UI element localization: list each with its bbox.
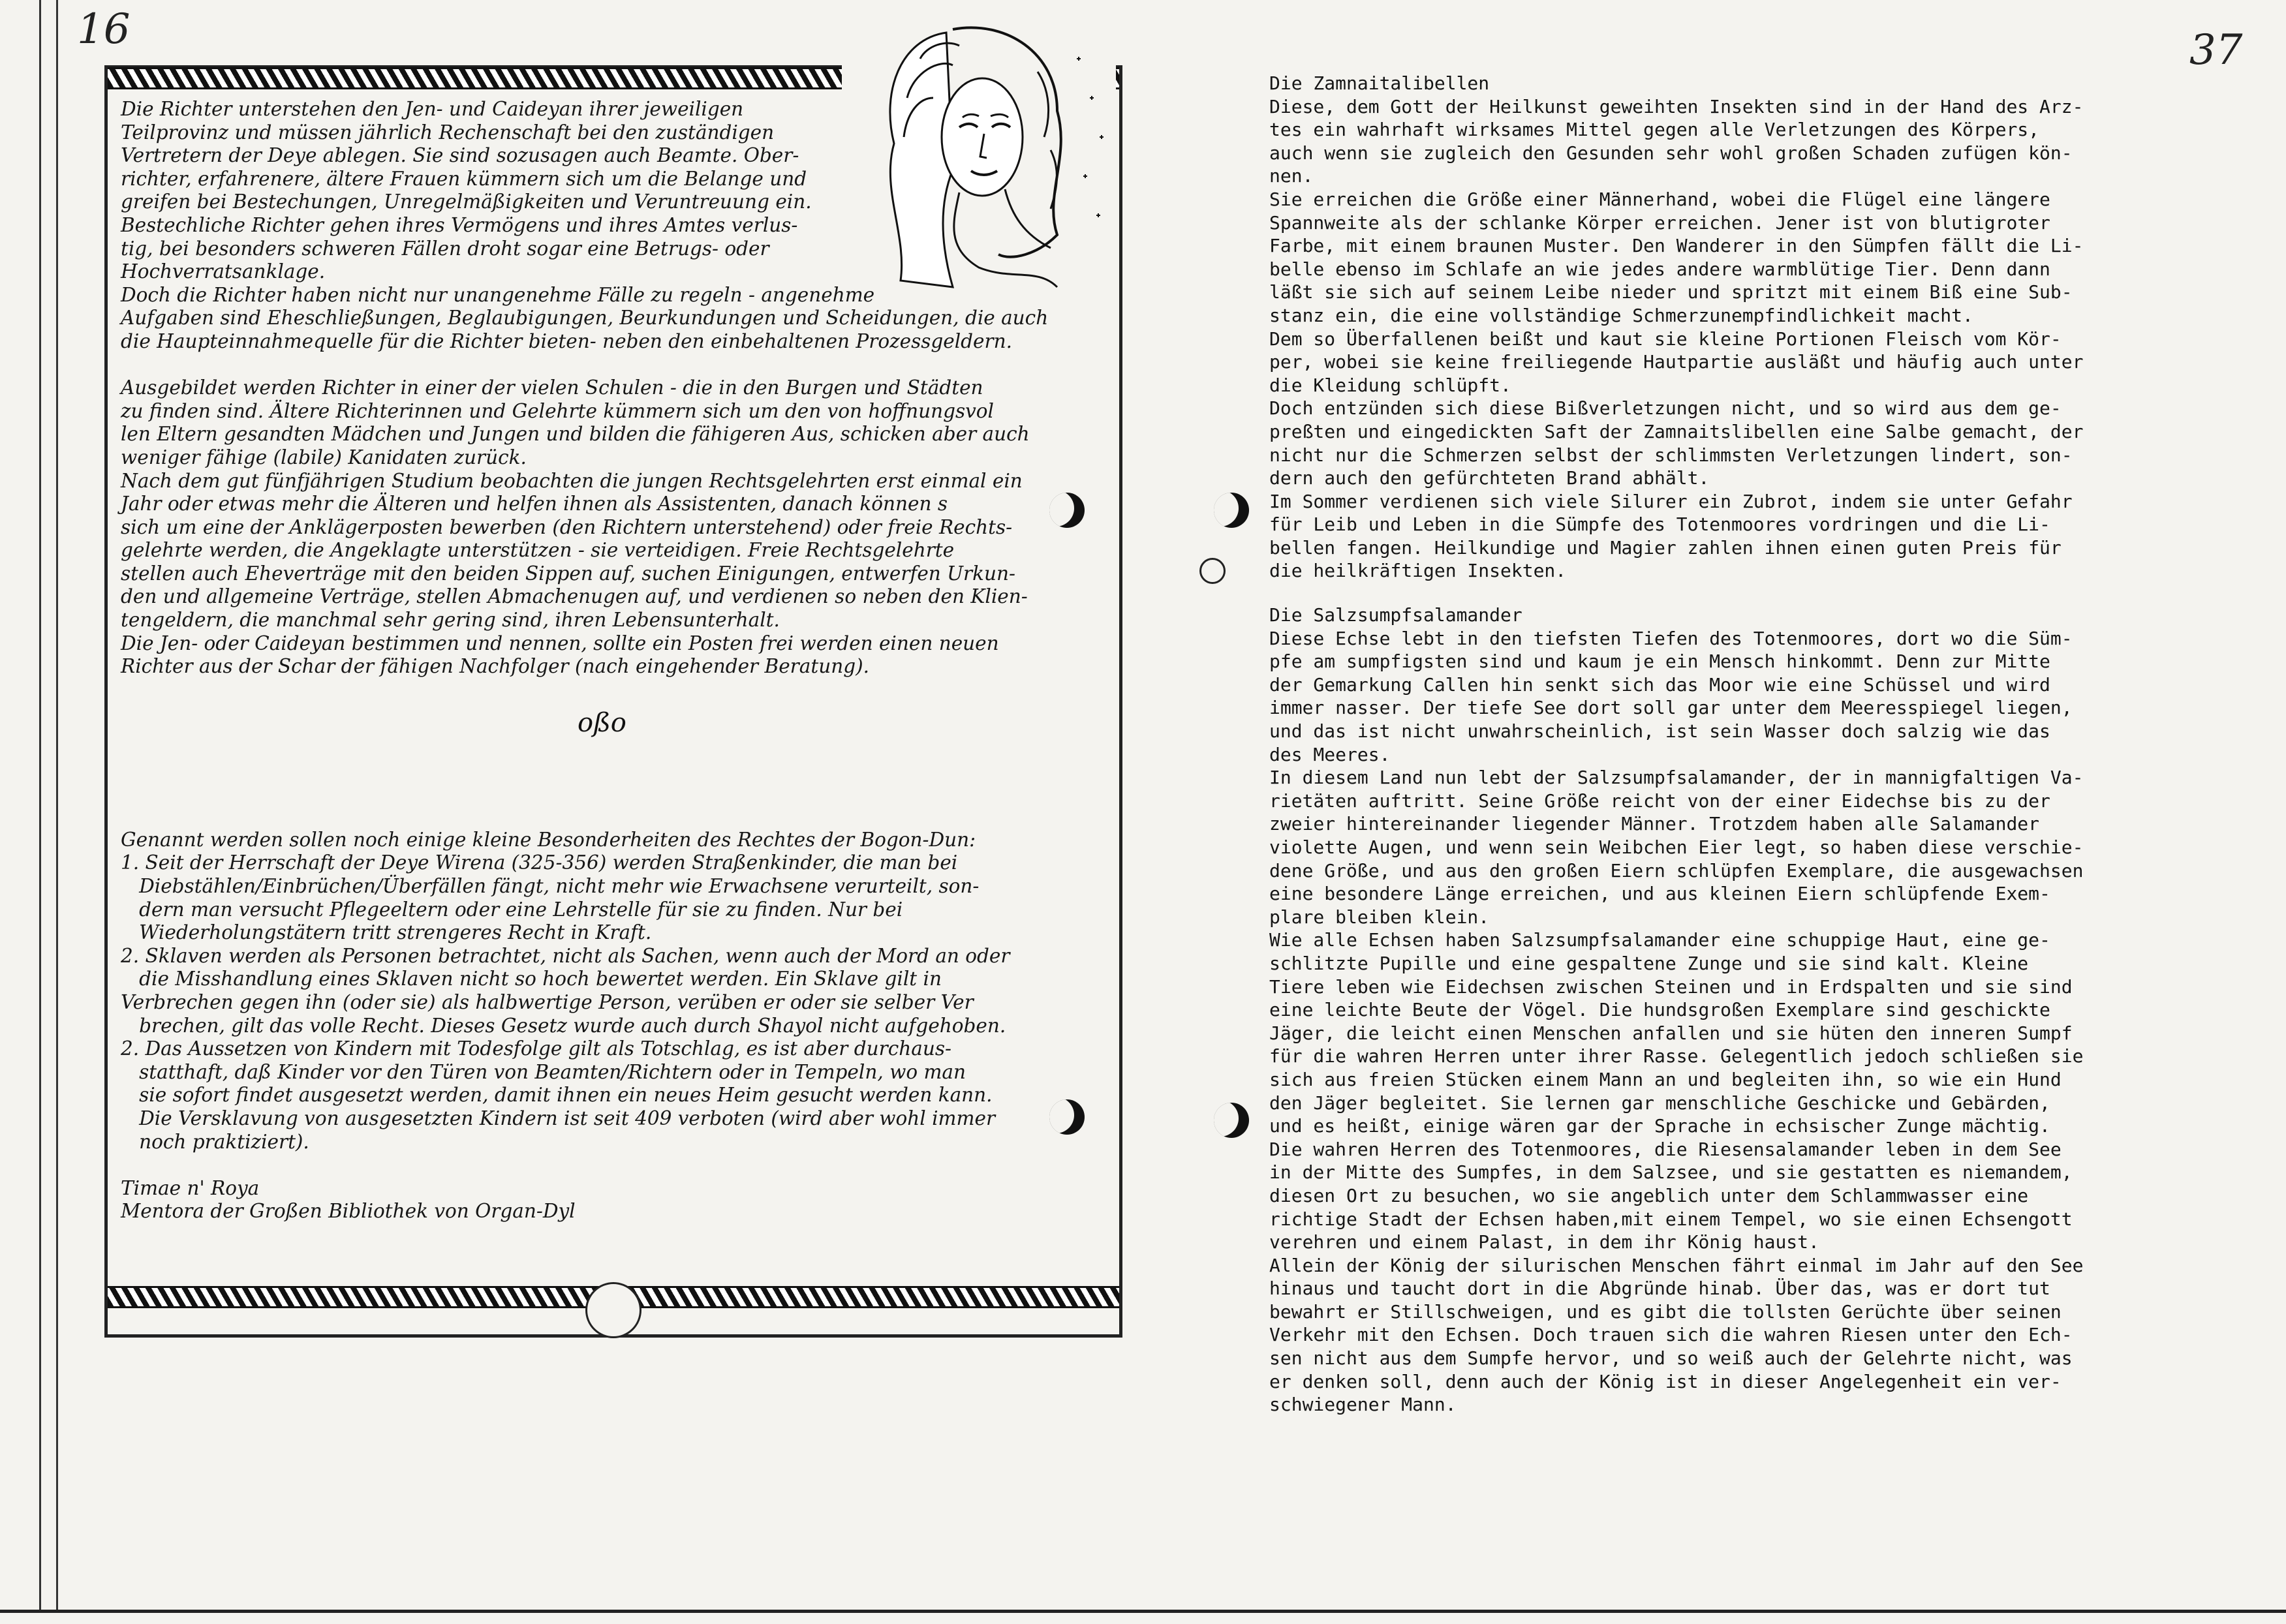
text-line: die Kleidung schlüpft.: [1269, 374, 1511, 396]
text-line: Dem so Überfallenen beißt und kaut sie kleine Portionen Fleisch vom Kör-: [1269, 328, 2062, 350]
text-line: Im Sommer verdienen sich viele Silurer ein Zubrot, indem sie unter Gefahr: [1269, 490, 2073, 512]
text-line: dern man versucht Pflegeeltern oder eine Lehrstelle für sie zu finden. Nur bei: [121, 898, 903, 921]
text-line: stellen auch Eheverträge mit den beiden Sippen auf, suchen Einigungen, entwerfen Urkun-: [121, 562, 1015, 585]
text-line: noch praktiziert).: [121, 1130, 309, 1153]
text-line: den und allgemeine Verträge, stellen Abmachenugen auf, und verdienen so neben den Klien-: [121, 585, 1028, 608]
text-line: gelehrte werden, die Angeklagte unterstützen - sie verteidigen. Freie Rechtsgelehrte: [121, 539, 955, 562]
section-salzsumpfsalamander: [1269, 604, 2196, 1417]
text-line: auch wenn sie zugleich den Gesunden sehr wohl großen Schaden zufügen kön-: [1269, 142, 2073, 164]
text-line: tengeldern, die manchmal sehr gering sind, ihren Lebensunterhalt.: [121, 609, 780, 632]
punch-hole-icon: [1199, 558, 1226, 584]
special-rules-section: [121, 829, 1119, 1154]
text-line: violette Augen, und wenn sein Weibchen Eier legt, so haben diese verschie-: [1269, 836, 2084, 858]
text-line: 2. Das Aussetzen von Kindern mit Todesfolge gilt als Totschlag, es ist aber durchaus-: [121, 1037, 951, 1060]
text-line: Bestechliche Richter gehen ihres Vermögens und ihres Amtes verlus-: [121, 213, 798, 236]
text-line: er denken soll, denn auch der König ist in dieser Angelegenheit ein ver-: [1269, 1370, 2062, 1392]
text-line: die Misshandlung eines Sklaven nicht so hoch bewertet werden. Ein Sklave gilt in: [121, 968, 942, 990]
paragraph-richter-pflichten: [121, 98, 1119, 354]
text-line: brechen, gilt das volle Recht. Dieses Gesetz wurde auch durch Shayol nicht aufgehoben.: [121, 1014, 1006, 1037]
text-line: stanz ein, die eine vollständige Schmerzunempfindlichkeit macht.: [1269, 304, 1973, 326]
text-line: richter, erfahrenere, ältere Frauen kümmern sich um die Belange und: [121, 167, 807, 190]
text-line: bellen fangen. Heilkundige und Magier zahlen ihnen einen guten Preis für: [1269, 536, 2062, 559]
text-line: nen.: [1269, 165, 1314, 187]
left-page-text: [121, 98, 1119, 1223]
text-line: Jäger, die leicht einen Menschen anfallen und sie hüten den inneren Sumpf: [1269, 1022, 2073, 1044]
text-line: für die wahren Herren unter ihrer Rasse. Gelegentlich jedoch schließen sie: [1269, 1045, 2084, 1067]
text-line: Aufgaben sind Eheschließungen, Beglaubigungen, Beurkundungen und Scheidungen, die auch: [121, 307, 1049, 329]
text-line: Richter aus der Schar der fähigen Nachfolger (nach eingehender Beratung).: [121, 655, 869, 678]
text-line: läßt sie sich auf seinem Leibe nieder und spritzt mit einem Biß eine Sub-: [1269, 281, 2073, 303]
text-line: Sie erreichen die Größe einer Männerhand, wobei die Flügel eine längere: [1269, 188, 2050, 210]
text-line: Verkehr mit den Echsen. Doch trauen sich die wahren Riesen unter den Ech-: [1269, 1324, 2073, 1346]
left-page-number: 16: [77, 5, 131, 54]
text-line: der Gemarkung Callen hin senkt sich das Moor wie eine Schüssel und wird: [1269, 673, 2050, 696]
text-line: sie sofort findet ausgesetzt werden, damit ihnen ein neues Heim gesucht werden kann.: [121, 1084, 993, 1107]
text-line: preßten und eingedickten Saft der Zamnaitslibellen eine Salbe gemacht, der: [1269, 420, 2084, 442]
crescent-moon-icon: [1049, 1099, 1085, 1135]
text-line: Ausgebildet werden Richter in einer der vielen Schulen - die in den Burgen und Städten: [121, 376, 983, 399]
signature-name: Timae n' Roya: [121, 1176, 260, 1199]
bottom-scan-edge: [0, 1610, 2286, 1613]
text-line: Doch entzünden sich diese Bißverletzungen nicht, und so wird aus dem ge-: [1269, 397, 2062, 420]
section-divider-ornament: oßo: [578, 708, 626, 738]
text-line: diesen Ort zu besuchen, wo sie angeblich unter dem Schlammwasser eine: [1269, 1184, 2029, 1206]
text-line: schlitzte Pupille und eine gespaltene Zunge und sie sind kalt. Kleine: [1269, 952, 2029, 974]
text-line: 2. Sklaven werden als Personen betrachtet, nicht als Sachen, wenn auch der Mord an oder: [121, 944, 1010, 967]
text-line: eine leichte Beute der Vögel. Die hundsgroßen Exemplare sind geschickte: [1269, 999, 2050, 1021]
text-line: rietäten auftritt. Seine Größe reicht von der einer Eidechse bis zu der: [1269, 789, 2050, 812]
text-line: zweier hintereinander liegender Männer. Trotzdem haben alle Salamander: [1269, 813, 2040, 835]
text-line: sen nicht aus dem Sumpfe hervor, und so weiß auch der Gelehrte nicht, was: [1269, 1347, 2073, 1370]
section-heading: Die Zamnaitalibellen: [1269, 72, 1490, 94]
text-line: immer nasser. Der tiefe See dort soll gar unter dem Meeresspiegel liegen,: [1269, 697, 2073, 719]
text-line: Die Richter unterstehen den Jen- und Caideyan ihrer jeweiligen: [121, 98, 744, 120]
text-line: in der Mitte des Sumpfes, in dem Salzsee, und sie gestatten es niemandem,: [1269, 1161, 2073, 1184]
section-heading: Die Salzsumpfsalamander: [1269, 604, 1522, 626]
text-line: Wie alle Echsen haben Salzsumpfsalamander eine schuppige Haut, eine ge-: [1269, 929, 2050, 951]
text-line: tes ein wahrhaft wirksames Mittel gegen alle Verletzungen des Körpers,: [1269, 119, 2040, 141]
text-line: dene Größe, und aus den großen Eiern schlüpfen Exemplare, die ausgewachsen: [1269, 859, 2084, 881]
text-line: Die wahren Herren des Totenmoores, die Riesensalamander leben in dem See: [1269, 1138, 2062, 1160]
text-line: len Eltern gesandten Mädchen und Jungen und bilden die fähigeren Aus, schicken aber auch: [121, 423, 1030, 446]
text-line: greifen bei Bestechungen, Unregelmäßigkeiten und Veruntreuung ein.: [121, 191, 812, 213]
binding-rule-right: [56, 0, 58, 1612]
text-line: weniger fähige (labile) Kanidaten zurück.: [121, 446, 527, 468]
text-line: Nach dem gut fünfjährigen Studium beobachten die jungen Rechtsgelehrten erst einmal ein: [121, 469, 1023, 492]
right-page-text: [1269, 72, 2196, 1417]
binding-rule-left: [39, 0, 41, 1612]
section-zamnaitalibellen: [1269, 72, 2196, 583]
text-line: Die Versklavung von ausgesetzten Kindern ist seit 409 verboten (wird aber wohl immer: [121, 1107, 996, 1129]
text-line: Doch die Richter haben nicht nur unangenehme Fälle zu regeln - angenehme: [121, 283, 875, 306]
text-line: richtige Stadt der Echsen haben,mit einem Tempel, wo sie einen Echsengott: [1269, 1208, 2073, 1230]
text-line: die Haupteinnahmequelle für die Richter bieten- neben den einbehaltenen Prozessgeldern.: [121, 329, 1012, 352]
text-line: statthaft, daß Kinder vor den Türen von Beamten/Richtern oder in Tempeln, wo man: [121, 1060, 966, 1083]
crescent-moon-icon: [1214, 493, 1249, 528]
text-line: pfe am sumpfigsten sind und kaum je ein Mensch hinkommt. Denn zur Mitte: [1269, 651, 2050, 673]
text-line: die heilkräftigen Insekten.: [1269, 560, 1567, 582]
text-line: In diesem Land nun lebt der Salzsumpfsalamander, der in mannigfaltigen Va-: [1269, 767, 2084, 789]
text-line: hinaus und taucht dort in die Abgründe hinab. Über das, was er dort tut: [1269, 1278, 2050, 1300]
text-line: bewahrt er Stillschweigen, und es gibt die tollsten Gerüchte über seinen: [1269, 1300, 2062, 1323]
text-line: und das ist nicht unwahrscheinlich, ist sein Wasser doch salzig wie das: [1269, 720, 2050, 743]
text-line: Jahr oder etwas mehr die Älteren und helfen ihnen als Assistenten, danach können s: [121, 493, 948, 515]
text-line: Diese, dem Gott der Heilkunst geweihten Insekten sind in der Hand des Arz-: [1269, 95, 2084, 117]
text-line: Farbe, mit einem braunen Muster. Den Wanderer in den Sümpfen fällt die Li-: [1269, 235, 2084, 257]
text-line: und es heißt, einige wären gar der Sprache in echsischer Zunge mächtig.: [1269, 1115, 2050, 1137]
text-line: per, wobei sie keine freiliegende Hautpartie ausläßt und häufig auch unter: [1269, 351, 2084, 373]
text-line: Wiederholungstätern tritt strengeres Recht in Kraft.: [121, 921, 652, 944]
text-line: Diebstählen/Einbrüchen/Überfällen fängt, nicht mehr wie Erwachsene verurteilt, son-: [121, 875, 980, 898]
crescent-moon-icon: [1214, 1103, 1249, 1138]
text-line: nicht nur die Schmerzen selbst der schlimmsten Verletzungen lindert, son-: [1269, 444, 2073, 466]
text-line: zu finden sind. Ältere Richterinnen und Gelehrte kümmern sich um den von hoffnungsvol: [121, 399, 994, 422]
text-line: den Jäger begleitet. Sie lernen gar menschliche Geschicke und Gebärden,: [1269, 1092, 2050, 1114]
text-line: Spannweite als der schlanke Körper erreichen. Jener ist von blutigroter: [1269, 211, 2050, 234]
crescent-moon-icon: [1049, 493, 1085, 528]
text-line: belle ebenso im Schlafe an wie jedes andere warmblütige Tier. Denn dann: [1269, 258, 2050, 280]
text-line: des Meeres.: [1269, 743, 1391, 765]
text-line: Teilprovinz und müssen jährlich Rechenschaft bei den zuständigen: [121, 121, 775, 144]
text-line: verehren und einem Palast, in dem ihr König haust.: [1269, 1231, 1819, 1253]
text-line: eine besondere Länge erreichen, und aus kleinen Eiern schlüpfende Exem-: [1269, 883, 2050, 905]
paragraph-ausbildung: [121, 376, 1119, 679]
text-line: tig, bei besonders schweren Fällen droht sogar eine Betrugs- oder: [121, 237, 769, 260]
text-line: Diese Echse lebt in den tiefsten Tiefen des Totenmoores, dort wo die Süm-: [1269, 627, 2073, 649]
text-line: schwiegener Mann.: [1269, 1394, 1457, 1416]
text-line: Verbrechen gegen ihn (oder sie) als halbwertige Person, verüben er oder sie selber Ver: [121, 991, 974, 1013]
text-line: Die Jen- oder Caideyan bestimmen und nennen, sollte ein Posten frei werden einen neuen: [121, 632, 999, 654]
text-line: Tiere leben wie Eidechsen zwischen Steinen und in Erdspalten und sie sind: [1269, 975, 2073, 998]
text-line: plare bleiben klein.: [1269, 906, 1490, 928]
text-line: sich um eine der Anklägerposten bewerben (den Richtern unterstehend) oder freie Rechts-: [121, 515, 1013, 538]
text-line: Vertretern der Deye ablegen. Sie sind sozusagen auch Beamte. Ober-: [121, 144, 799, 167]
text-line: Allein der König der silurischen Menschen fährt einmal im Jahr auf den See: [1269, 1254, 2084, 1276]
right-page-number: 37: [2189, 26, 2243, 74]
special-rules-intro: Genannt werden sollen noch einige kleine Besonderheiten des Rechtes der Bogon-Dun:: [121, 828, 976, 851]
text-line: für Leib und Leben in die Sümpfe des Totenmoores vordringen und die Li-: [1269, 513, 2050, 536]
text-line: dern auch den gefürchteten Brand abhält.: [1269, 467, 1710, 489]
text-line: sich aus freien Stücken einem Mann an und begleiten ihn, so wie ein Hund: [1269, 1068, 2062, 1090]
signature-title: Mentora der Großen Bibliothek von Organ-Dyl: [121, 1200, 576, 1223]
bottom-circle-ornament: [585, 1282, 641, 1338]
text-line: 1. Seit der Herrschaft der Deye Wirena (325-356) werden Straßenkinder, die man bei: [121, 851, 958, 874]
text-line: Hochverratsanklage.: [121, 260, 326, 283]
